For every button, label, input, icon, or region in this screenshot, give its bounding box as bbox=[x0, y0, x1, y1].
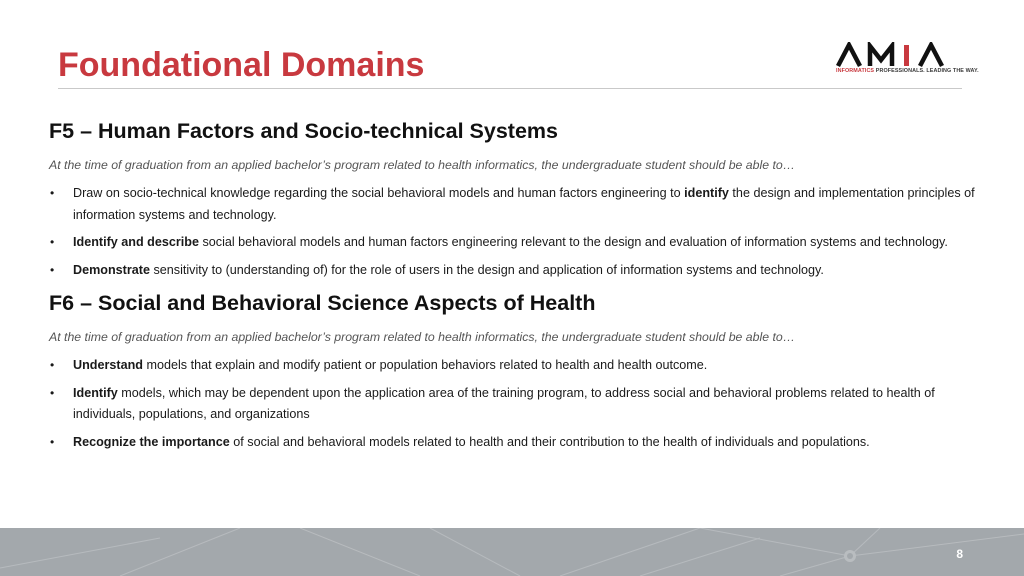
bullet-item bbox=[49, 383, 979, 426]
bullet-text: models, which may be dependent upon the application area of the training program, to address social and behavioral problems related to health of individuals, populations, and organizations bbox=[73, 385, 935, 421]
logo-tagline-highlight: INFORMATICS bbox=[836, 68, 875, 74]
section-heading-f5: F5 – Human Factors and Socio-technical Systems bbox=[49, 119, 558, 143]
bullet-item bbox=[49, 355, 979, 377]
footer-network-pattern-icon bbox=[0, 528, 1024, 576]
bullet-item bbox=[49, 232, 979, 254]
page-number: 8 bbox=[956, 547, 963, 561]
title-divider bbox=[58, 88, 962, 89]
logo-tagline-rest: PROFESSIONALS. LEADING THE WAY. bbox=[875, 68, 979, 74]
footer-band bbox=[0, 528, 1024, 576]
bullet-text: models that explain and modify patient or population behaviors related to health and health outcome. bbox=[142, 358, 708, 372]
bullet-item bbox=[49, 183, 979, 226]
bullet-text: the design and implementation principles of information systems and technology. bbox=[73, 186, 975, 222]
bullet-item bbox=[49, 260, 979, 282]
bullet-text: social behavioral models and human factors engineering relevant to the design and evaluation of information systems and technology. bbox=[198, 235, 948, 249]
bullet-keyword: Recognize the importance bbox=[73, 434, 230, 449]
bullet-text: Draw on socio-technical knowledge regarding the social behavioral models and human factors engineering to bbox=[73, 186, 685, 200]
section-heading-f6: F6 – Social and Behavioral Science Aspects of Health bbox=[49, 291, 596, 315]
bullet-text: sensitivity to (understanding of) for the role of users in the design and application of information systems and technology. bbox=[149, 262, 824, 277]
section-intro-f6: At the time of graduation from an applied bachelor’s program related to health informatics, the undergraduate student should be able to… bbox=[49, 330, 796, 344]
bullet-list-f6 bbox=[49, 355, 979, 453]
section-intro-f5: At the time of graduation from an applied bachelor’s program related to health informatics, the undergraduate student should be able to… bbox=[49, 158, 796, 172]
bullet-text: of social and behavioral models related to health and their contribution to the health of individuals and populations. bbox=[229, 434, 870, 449]
bullet-keyword: Identify and describe bbox=[73, 235, 199, 249]
slide-content bbox=[49, 117, 979, 459]
bullet-keyword: identify bbox=[684, 186, 729, 200]
slide-title: Foundational Domains bbox=[58, 46, 425, 84]
bullet-item bbox=[49, 432, 979, 454]
bullet-list-f5 bbox=[49, 183, 979, 281]
amia-wordmark-icon bbox=[836, 42, 966, 68]
bullet-keyword: Understand bbox=[73, 358, 143, 372]
bullet-keyword: Identify bbox=[73, 385, 118, 400]
bullet-keyword: Demonstrate bbox=[73, 262, 150, 277]
logo-tagline bbox=[836, 68, 979, 74]
